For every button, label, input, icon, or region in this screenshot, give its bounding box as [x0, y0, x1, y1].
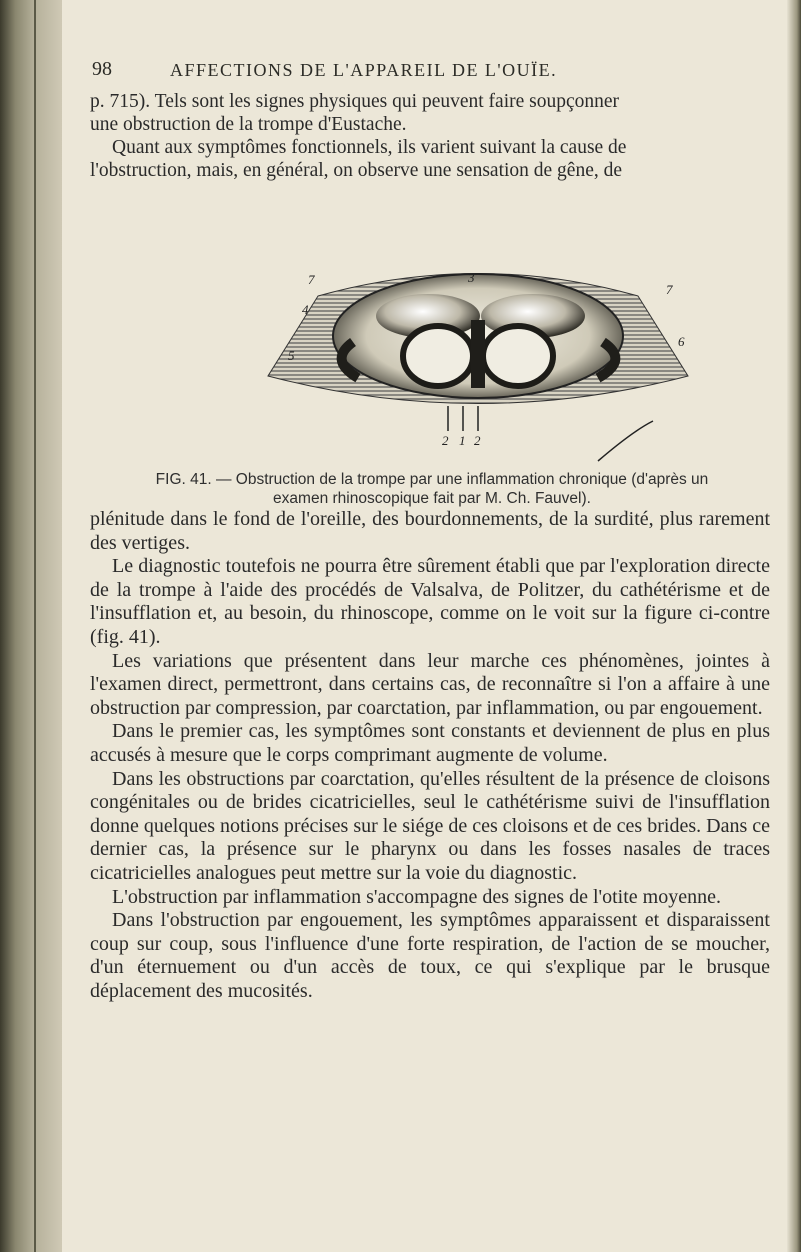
caption-line: examen rhinoscopique fait par M. Ch. Fauvel).	[273, 490, 591, 507]
book-page	[62, 0, 787, 1252]
book-gutter	[0, 0, 62, 1252]
text-line: p. 715). Tels sont les signes physiques qui peuvent faire soupçonner	[90, 91, 620, 112]
page-number: 98	[92, 58, 112, 80]
paragraph: Le diagnostic toutefois ne pourra être sûrement établi que par l'exploration directe de la trompe à l'aide des procédés de Valsalva, de Politzer, du cathétérisme et de l'insufflation et, au besoin, du rhinoscope, comme on le voit sur la figure ci-contre (fig. 41).	[90, 555, 770, 648]
paragraph: Dans le premier cas, les symptômes sont constants et deviennent de plus en plus accusés à mesure que le corps comprimant augmente de volume.	[90, 720, 770, 766]
paragraph: Dans l'obstruction par engouement, les symptômes apparaissent et disparaissent coup sur coup, sous l'influence d'une forte respiration, de l'action de se moucher, d'un éternuement ou d'un accès de toux, ce qui s'explique par le brusque déplacement des mucosités.	[90, 909, 770, 1002]
page-header	[92, 58, 772, 84]
fig-label: 4	[302, 302, 309, 317]
running-head: AFFECTIONS DE L'APPAREIL DE L'OUÏE.	[170, 60, 558, 80]
fig-label: 2	[442, 433, 449, 448]
text-line: l'obstruction, mais, en général, on observe une sensation de gêne, de	[90, 160, 623, 181]
gutter-shadow-line	[34, 0, 36, 1252]
text-line: Quant aux symptômes fonctionnels, ils varient suivant la cause de	[112, 137, 627, 158]
top-text	[90, 90, 770, 182]
fig-label: 1	[459, 433, 466, 448]
fig-label: 7	[666, 282, 673, 297]
fig-label: 6	[678, 334, 685, 349]
paragraph: Les variations que présentent dans leur marche ces phénomènes, jointes à l'examen direct, permettront, dans certains cas, de reconnaître si l'on a affaire à une obstruction par compression, par coarctation, par inflammation, ou par engouement.	[90, 649, 770, 719]
body-text	[90, 508, 770, 1003]
paragraph: L'obstruction par inflammation s'accompagne des signes de l'otite moyenne.	[112, 885, 721, 908]
page-right-edge	[787, 0, 801, 1252]
figure-41-rhinoscopic-view	[258, 256, 698, 466]
fig-label: 3	[468, 270, 475, 285]
fig-label: 7	[308, 272, 315, 287]
caption-line: FIG. 41. — Obstruction de la trompe par une inflammation chronique (d'après un	[155, 471, 709, 488]
paragraph: plénitude dans le fond de l'oreille, des bourdonnements, de la surdité, plus rarement des vertiges.	[90, 508, 770, 554]
paragraph: Dans les obstructions par coarctation, qu'elles résultent de la présence de cloisons congénitales ou de brides cicatricielles, seul le cathétérisme suivi de l'insufflation donne quelques notions précises sur le siége de ces cloisons et de ces brides. Dans ce dernier cas, la présence sur le pharynx ou dans les fosses nasales de traces cicatricielles analogues peut mettre sur la voie du diagnostic.	[90, 767, 770, 884]
figure-caption	[90, 470, 774, 508]
fig-label: 2	[474, 433, 481, 448]
fig-label: 5	[288, 348, 295, 363]
text-line: une obstruction de la trompe d'Eustache.	[90, 114, 407, 135]
